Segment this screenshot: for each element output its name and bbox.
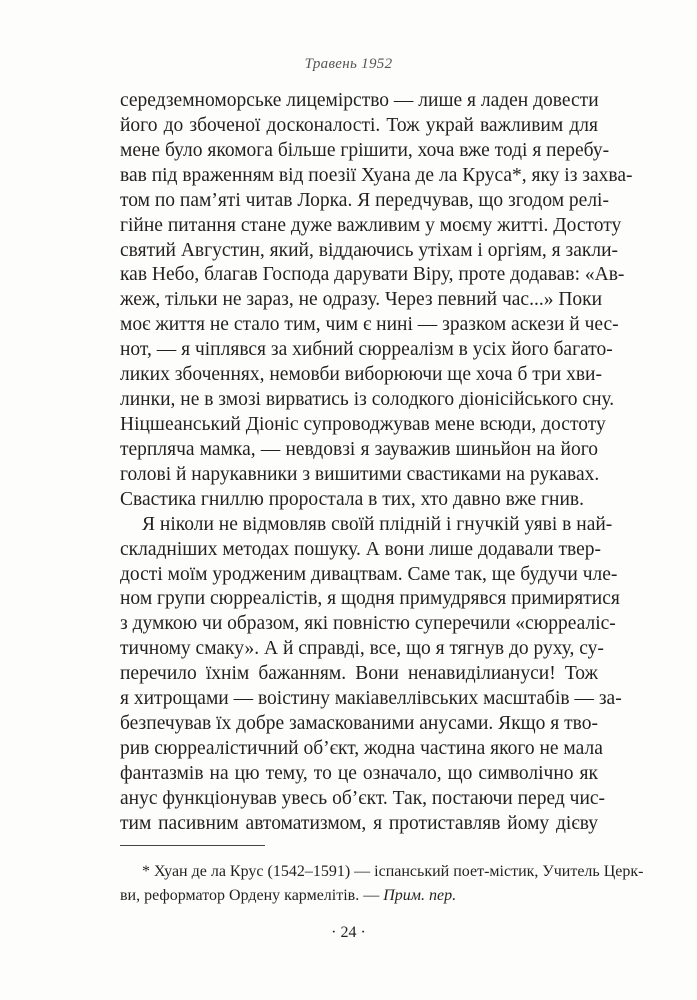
text-line: том по пам’яті читав Лорка. Я передчував, що згодом релі- [120, 189, 609, 211]
running-header: Травень 1952 [304, 56, 393, 72]
text-line: моє життя не стало тим, чим є нині — зразком аскези й чес- [120, 314, 619, 336]
text-line: тичному смаку». А й справді, все, що я тягнув до руху, су- [120, 638, 604, 660]
text-line: дості моїм уродженим дивацтвам. Саме так, ще будучи чле- [120, 563, 618, 585]
footnote-text: ви, реформатор Ордену кармелітів. — [120, 887, 384, 904]
text-line: тим пасивним автоматизмом, я протиставляв йому дієву [120, 812, 598, 834]
text-line: рив сюрреалістичний об’єкт, жодна частина якого не мала [120, 737, 603, 759]
text-line: кав Небо, благав Господа дарувати Віру, проте додавав: «Ав- [120, 264, 625, 286]
footnote-line: * Хуан де ла Крус (1542–1591) — іспанський поет-містик, Учитель Церк- [142, 863, 644, 880]
text-line: терпляча мамка, — невдовзі я зауважив шиньйон на його [120, 438, 598, 460]
footnote-line [120, 884, 598, 908]
text-line: нот, — я чіплявся за хибний сюрреалізм в усіх його багато- [120, 339, 613, 361]
text-line: ликих збоченнях, немовби виборюючи ще хоча б три хви- [120, 364, 602, 386]
translator-note: Прим. пер. [383, 887, 457, 904]
text-line: голові й нарукавники з вишитими свастиками на рукавах. [120, 463, 600, 485]
text-line: линки, не в змозі вирватись із солодкого діонісійського сну. [120, 389, 615, 411]
paragraph [120, 89, 633, 513]
text-line: Ніцшеанський Діоніс супроводжував мене всюди, достоту [120, 413, 606, 435]
body-text [120, 89, 633, 837]
text-line: жеж, тільки не зараз, не одразу. Через певний час...» Поки [120, 289, 603, 311]
paragraph [120, 513, 622, 837]
footnote-divider [120, 845, 265, 846]
text-line: ном групи сюрреалістів, я щодня примудрявся примирятися [120, 588, 620, 610]
text-line: вав під враженням від поезії Хуана де ла Круса*, яку із захва- [120, 164, 633, 186]
text-line: перечило їхнім бажанням. Вони ненавиділиануси! Тож [120, 663, 598, 685]
text-line: його до збоченої досконалості. Тож украй важливим для [120, 114, 598, 136]
text-line: мене було якомога більше грішити, хоча вже тоді я перебу- [120, 139, 610, 161]
text-line: я хитрощами — воістину макіавеллівських масштабів — за- [120, 688, 622, 710]
text-line: безпечував їх добре замаскованими анусами. Якщо я тво- [120, 713, 598, 735]
text-line: анус функціонував увесь об’єкт. Так, постаючи перед чис- [120, 787, 606, 809]
text-line: святий Августин, який, віддаючись утіхам і оргіям, я закли- [120, 239, 619, 261]
text-line: Свастика гниллю проростала в тих, хто давно вже гнив. [120, 488, 585, 510]
text-line: складніших методах пошуку. А вони лише додавали твер- [120, 538, 601, 560]
text-line: середземноморське лицемірство — лише я ладен довести [120, 90, 599, 111]
text-line: гійне питання стане дуже важливим у моєму житті. Достоту [120, 214, 622, 236]
text-line: Я ніколи не відмовляв своїй плідній і гнучкій уяві в най- [142, 513, 613, 535]
text-line: з думкою чи образом, які повністю суперечили «сюрреаліс- [120, 613, 616, 635]
page-number: · 24 · [331, 924, 366, 941]
footnote [120, 860, 644, 908]
text-line: фантазмів на цю тему, то це означало, що символічно як [120, 762, 598, 784]
